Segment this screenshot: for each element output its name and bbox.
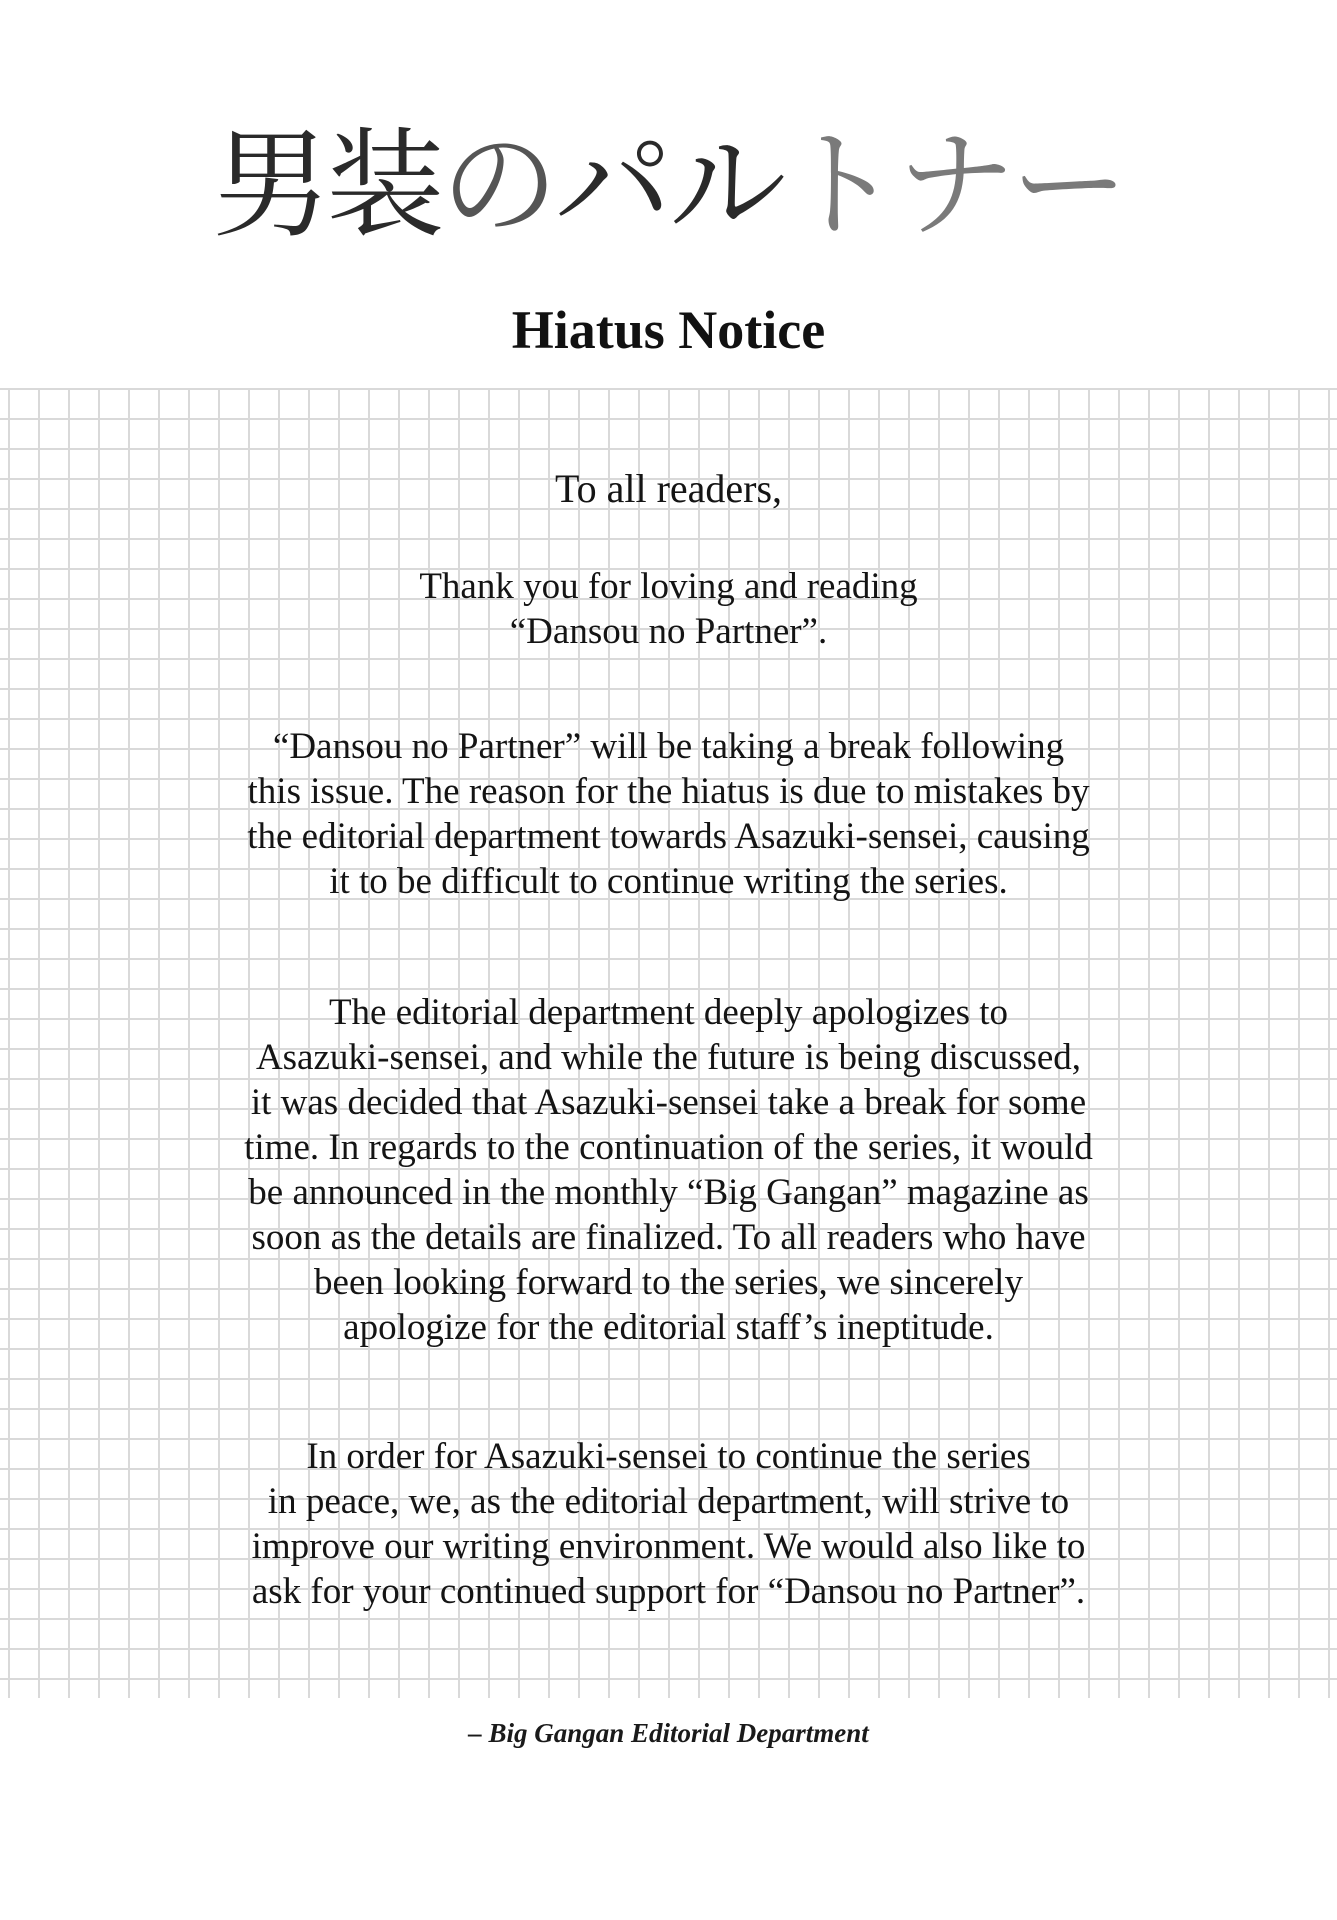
logo-part-3: パル: [554, 116, 783, 254]
letter-paragraph-3: The editorial department deeply apologizes to Asazuki-sensei, and while the future is being discussed, it was decided that Asazuki-sensei take a break for some time. In regards to the continuation of the series, it would be announced in the monthly “Big Gangan” magazine as soon as the details are finalized. To all readers who have been looking forward to the series, we sincerely apologize for the editorial staff’s ineptitude.: [244, 992, 1093, 1348]
logo-part-2: の: [440, 116, 555, 254]
letter-greeting: To all readers,: [554, 466, 783, 511]
letter-paragraph-4: In order for Asazuki-sensei to continue the series in peace, we, as the editorial department, will strive to improve our writing environment. We would also like to ask for your continued support for “Dansou no Partner”.: [251, 1436, 1086, 1612]
letter-paragraph-2: “Dansou no Partner” will be taking a break following this issue. The reason for the hiatus is due to mistakes by the editorial department towards Asazuki-sensei, causing it to be difficult to continue writing the series.: [247, 726, 1090, 902]
logo-part-1: 男装: [212, 116, 441, 254]
page-title: Hiatus Notice: [511, 300, 826, 360]
letter-paragraph-1: Thank you for loving and reading “Dansou no Partner”.: [419, 566, 918, 652]
letter-signature: – Big Gangan Editorial Department: [468, 1718, 869, 1748]
series-logo: [0, 110, 1337, 260]
logo-part-4: トナー: [782, 116, 1125, 254]
